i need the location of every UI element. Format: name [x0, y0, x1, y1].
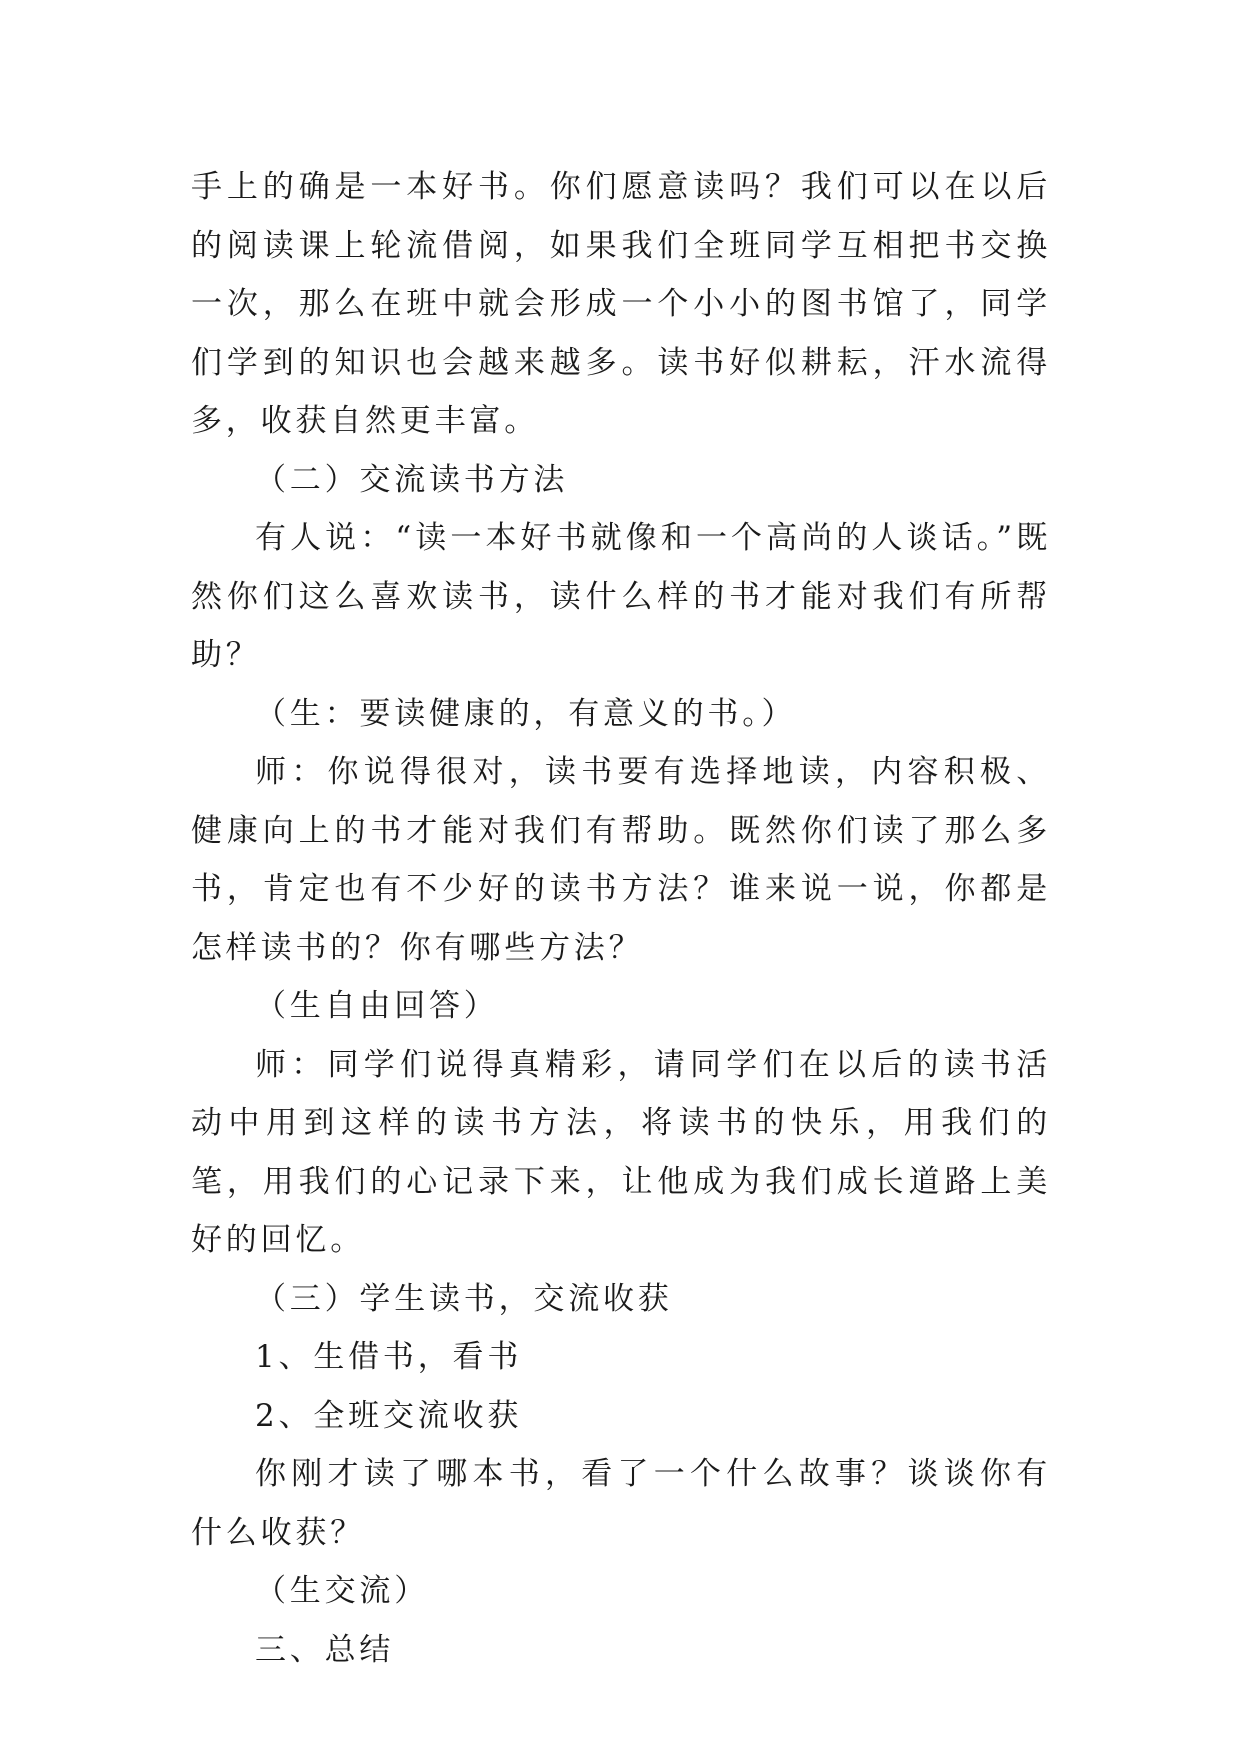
paragraph-teacher-response: 师：你说得很对，读书要有选择地读，内容积极、健康向上的书才能对我们有帮助。既然你们读了那么多书，肯定也有不少好的读书方法？谁来说一说，你都是怎样读书的？你有哪些方法？	[191, 754, 1051, 966]
paragraph-student-answer: （生：要读健康的，有意义的书。）	[255, 695, 797, 732]
paragraph-student-exchange: （生交流）	[255, 1573, 429, 1609]
document-body	[191, 158, 1051, 1679]
paragraph-question: 你刚才读了哪本书，看了一个什么故事？谈谈你有什么收获？	[191, 1456, 1051, 1551]
paragraph-continuation: 手上的确是一本好书。你们愿意读吗？我们可以在以后的阅读课上轮流借阅，如果我们全班同学互相把书交换一次，那么在班中就会形成一个小小的图书馆了，同学们学到的知识也会越来越多。读书好似耕耘，汗水流得多，收获自然更丰富。	[191, 169, 1051, 439]
list-item-class-exchange: 2、全班交流收获	[255, 1397, 523, 1434]
section-heading-exchange-methods: （二）交流读书方法	[255, 461, 569, 498]
list-item-borrow-books: 1、生借书，看书	[255, 1339, 523, 1375]
paragraph-quote: 有人说：“读一本好书就像和一个高尚的人谈话。”既然你们这么喜欢读书，读什么样的书才能对我们有所帮助？	[191, 520, 1051, 673]
section-heading-reading-harvest: （三）学生读书，交流收获	[255, 1280, 673, 1317]
paragraph-teacher-summary: 师：同学们说得真精彩，请同学们在以后的读书活动中用到这样的读书方法，将读书的快乐，用我们的笔，用我们的心记录下来，让他成为我们成长道路上美好的回忆。	[191, 1046, 1051, 1258]
section-heading-summary: 三、总结	[255, 1631, 395, 1668]
paragraph-student-free-answer: （生自由回答）	[255, 988, 499, 1024]
